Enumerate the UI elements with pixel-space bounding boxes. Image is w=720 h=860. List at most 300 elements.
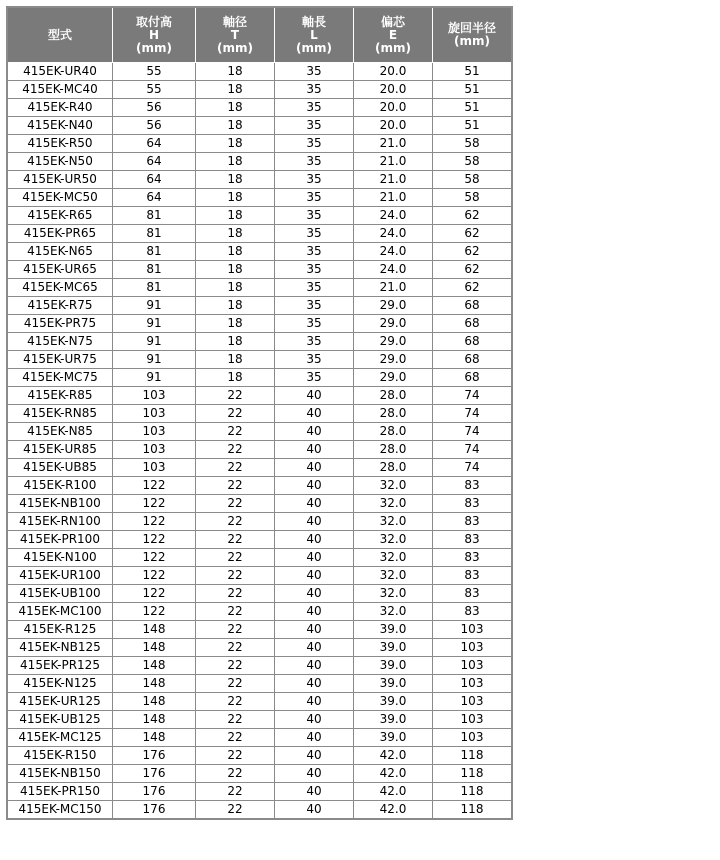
turning-radius-cell: 74 <box>433 423 513 441</box>
model-cell: 415EK-UR85 <box>7 441 113 459</box>
turning-radius-cell: 51 <box>433 63 513 81</box>
header-line: 偏芯 <box>380 14 405 29</box>
shaft-diameter-cell: 18 <box>196 171 275 189</box>
shaft-diameter-cell: 18 <box>196 369 275 387</box>
eccentricity-cell: 39.0 <box>354 675 433 693</box>
shaft-diameter-cell: 22 <box>196 621 275 639</box>
model-cell: 415EK-MC125 <box>7 729 113 747</box>
table-row <box>7 297 512 315</box>
model-cell: 415EK-MC75 <box>7 369 113 387</box>
table-row <box>7 423 512 441</box>
shaft-diameter-cell: 18 <box>196 207 275 225</box>
model-cell: 415EK-MC65 <box>7 279 113 297</box>
model-cell: 415EK-UR50 <box>7 171 113 189</box>
turning-radius-cell: 103 <box>433 621 513 639</box>
shaft-diameter-cell: 22 <box>196 675 275 693</box>
turning-radius-cell: 118 <box>433 783 513 801</box>
model-cell: 415EK-UR65 <box>7 261 113 279</box>
model-cell: 415EK-MC100 <box>7 603 113 621</box>
eccentricity-cell: 32.0 <box>354 549 433 567</box>
eccentricity-cell: 32.0 <box>354 603 433 621</box>
shaft-length-cell: 40 <box>275 387 354 405</box>
model-cell: 415EK-UB85 <box>7 459 113 477</box>
table-row <box>7 675 512 693</box>
shaft-length-cell: 35 <box>275 333 354 351</box>
shaft-length-cell: 40 <box>275 603 354 621</box>
mount-height-cell: 176 <box>113 783 196 801</box>
mount-height-cell: 64 <box>113 189 196 207</box>
model-cell: 415EK-N125 <box>7 675 113 693</box>
shaft-length-cell: 35 <box>275 81 354 99</box>
shaft-length-cell: 35 <box>275 207 354 225</box>
table-row <box>7 513 512 531</box>
model-cell: 415EK-R85 <box>7 387 113 405</box>
shaft-length-cell: 35 <box>275 315 354 333</box>
eccentricity-cell: 32.0 <box>354 495 433 513</box>
turning-radius-cell: 83 <box>433 567 513 585</box>
table-row <box>7 531 512 549</box>
model-cell: 415EK-UB125 <box>7 711 113 729</box>
turning-radius-cell: 68 <box>433 315 513 333</box>
shaft-diameter-header <box>196 7 275 63</box>
eccentricity-cell: 29.0 <box>354 351 433 369</box>
table-row <box>7 657 512 675</box>
table-row <box>7 495 512 513</box>
mount-height-cell: 91 <box>113 333 196 351</box>
table-row <box>7 153 512 171</box>
model-header <box>7 7 113 63</box>
eccentricity-cell: 21.0 <box>354 153 433 171</box>
eccentricity-cell: 29.0 <box>354 297 433 315</box>
shaft-length-cell: 40 <box>275 405 354 423</box>
eccentricity-cell: 21.0 <box>354 279 433 297</box>
eccentricity-cell: 21.0 <box>354 189 433 207</box>
shaft-diameter-cell: 18 <box>196 99 275 117</box>
mount-height-cell: 122 <box>113 477 196 495</box>
mount-height-cell: 122 <box>113 567 196 585</box>
table-row <box>7 693 512 711</box>
model-cell: 415EK-N75 <box>7 333 113 351</box>
mount-height-cell: 91 <box>113 369 196 387</box>
model-cell: 415EK-R100 <box>7 477 113 495</box>
model-cell: 415EK-N100 <box>7 549 113 567</box>
mount-height-cell: 148 <box>113 693 196 711</box>
eccentricity-cell: 28.0 <box>354 423 433 441</box>
shaft-length-cell: 40 <box>275 477 354 495</box>
turning-radius-cell: 68 <box>433 333 513 351</box>
table-row <box>7 387 512 405</box>
shaft-length-cell: 35 <box>275 135 354 153</box>
mount-height-cell: 176 <box>113 801 196 820</box>
mount-height-cell: 176 <box>113 747 196 765</box>
header-line: T <box>230 27 240 42</box>
turning-radius-cell: 103 <box>433 729 513 747</box>
mount-height-cell: 103 <box>113 405 196 423</box>
shaft-length-cell: 40 <box>275 693 354 711</box>
turning-radius-cell: 58 <box>433 135 513 153</box>
eccentricity-cell: 32.0 <box>354 585 433 603</box>
eccentricity-cell: 29.0 <box>354 315 433 333</box>
model-cell: 415EK-MC40 <box>7 81 113 99</box>
turning-radius-header <box>433 7 513 63</box>
table-row <box>7 567 512 585</box>
table-row <box>7 711 512 729</box>
mount-height-cell: 103 <box>113 423 196 441</box>
shaft-diameter-cell: 18 <box>196 63 275 81</box>
table-row <box>7 783 512 801</box>
turning-radius-cell: 74 <box>433 405 513 423</box>
mount-height-cell: 122 <box>113 495 196 513</box>
model-cell: 415EK-UR40 <box>7 63 113 81</box>
turning-radius-cell: 74 <box>433 441 513 459</box>
mount-height-cell: 148 <box>113 729 196 747</box>
table-row <box>7 639 512 657</box>
shaft-diameter-cell: 22 <box>196 441 275 459</box>
eccentricity-cell: 28.0 <box>354 405 433 423</box>
mount-height-cell: 148 <box>113 711 196 729</box>
shaft-length-cell: 40 <box>275 675 354 693</box>
model-cell: 415EK-NB125 <box>7 639 113 657</box>
shaft-diameter-cell: 18 <box>196 297 275 315</box>
shaft-length-cell: 35 <box>275 297 354 315</box>
shaft-diameter-cell: 22 <box>196 585 275 603</box>
turning-radius-cell: 103 <box>433 693 513 711</box>
shaft-diameter-cell: 18 <box>196 135 275 153</box>
model-cell: 415EK-NB150 <box>7 765 113 783</box>
shaft-length-cell: 35 <box>275 189 354 207</box>
turning-radius-cell: 83 <box>433 531 513 549</box>
turning-radius-cell: 68 <box>433 297 513 315</box>
shaft-diameter-cell: 22 <box>196 657 275 675</box>
shaft-length-cell: 40 <box>275 621 354 639</box>
eccentricity-cell: 42.0 <box>354 801 433 820</box>
model-cell: 415EK-R125 <box>7 621 113 639</box>
mount-height-cell: 91 <box>113 297 196 315</box>
mount-height-cell: 56 <box>113 117 196 135</box>
mount-height-cell: 103 <box>113 459 196 477</box>
shaft-length-cell: 40 <box>275 783 354 801</box>
mount-height-cell: 55 <box>113 81 196 99</box>
turning-radius-cell: 118 <box>433 801 513 820</box>
model-cell: 415EK-UR100 <box>7 567 113 585</box>
shaft-length-cell: 40 <box>275 657 354 675</box>
turning-radius-cell: 51 <box>433 81 513 99</box>
mount-height-cell: 103 <box>113 387 196 405</box>
model-cell: 415EK-MC150 <box>7 801 113 820</box>
turning-radius-cell: 83 <box>433 477 513 495</box>
shaft-length-cell: 40 <box>275 801 354 820</box>
model-cell: 415EK-R150 <box>7 747 113 765</box>
eccentricity-cell: 29.0 <box>354 369 433 387</box>
eccentricity-cell: 42.0 <box>354 765 433 783</box>
mount-height-cell: 148 <box>113 657 196 675</box>
mount-height-cell: 81 <box>113 261 196 279</box>
table-row <box>7 243 512 261</box>
eccentricity-cell: 32.0 <box>354 531 433 549</box>
mount-height-cell: 103 <box>113 441 196 459</box>
shaft-diameter-cell: 18 <box>196 225 275 243</box>
table-row <box>7 81 512 99</box>
mount-height-cell: 122 <box>113 603 196 621</box>
shaft-length-cell: 40 <box>275 441 354 459</box>
shaft-length-cell: 40 <box>275 639 354 657</box>
mount-height-cell: 81 <box>113 243 196 261</box>
header-row <box>7 7 512 63</box>
eccentricity-cell: 24.0 <box>354 243 433 261</box>
turning-radius-cell: 62 <box>433 279 513 297</box>
header-line: 旋回半径 <box>447 21 496 35</box>
turning-radius-cell: 62 <box>433 225 513 243</box>
table-row <box>7 117 512 135</box>
header-line: (mm) <box>375 40 411 55</box>
turning-radius-cell: 62 <box>433 207 513 225</box>
turning-radius-cell: 83 <box>433 513 513 531</box>
model-cell: 415EK-RN85 <box>7 405 113 423</box>
table-row <box>7 585 512 603</box>
table-row <box>7 207 512 225</box>
shaft-length-cell: 40 <box>275 531 354 549</box>
eccentricity-cell: 39.0 <box>354 621 433 639</box>
table-row <box>7 441 512 459</box>
eccentricity-cell: 32.0 <box>354 477 433 495</box>
model-cell: 415EK-PR65 <box>7 225 113 243</box>
shaft-diameter-cell: 18 <box>196 279 275 297</box>
shaft-diameter-cell: 22 <box>196 729 275 747</box>
turning-radius-cell: 58 <box>433 171 513 189</box>
turning-radius-cell: 103 <box>433 675 513 693</box>
mount-height-cell: 176 <box>113 765 196 783</box>
shaft-length-cell: 40 <box>275 423 354 441</box>
eccentricity-cell: 29.0 <box>354 333 433 351</box>
shaft-diameter-cell: 18 <box>196 333 275 351</box>
mount-height-cell: 122 <box>113 585 196 603</box>
eccentricity-cell: 20.0 <box>354 99 433 117</box>
mount-height-cell: 56 <box>113 99 196 117</box>
table-row <box>7 405 512 423</box>
model-cell: 415EK-N85 <box>7 423 113 441</box>
shaft-length-cell: 35 <box>275 99 354 117</box>
turning-radius-cell: 83 <box>433 495 513 513</box>
shaft-diameter-cell: 18 <box>196 153 275 171</box>
table-row <box>7 225 512 243</box>
table-body <box>7 63 512 820</box>
shaft-diameter-cell: 22 <box>196 693 275 711</box>
shaft-diameter-cell: 22 <box>196 459 275 477</box>
eccentricity-header <box>354 7 433 63</box>
table-row <box>7 459 512 477</box>
table-row <box>7 63 512 81</box>
shaft-length-cell: 35 <box>275 63 354 81</box>
shaft-diameter-cell: 22 <box>196 711 275 729</box>
shaft-diameter-cell: 22 <box>196 477 275 495</box>
shaft-length-cell: 35 <box>275 279 354 297</box>
turning-radius-cell: 118 <box>433 765 513 783</box>
turning-radius-cell: 83 <box>433 603 513 621</box>
mount-height-cell: 148 <box>113 675 196 693</box>
model-cell: 415EK-PR75 <box>7 315 113 333</box>
eccentricity-cell: 24.0 <box>354 207 433 225</box>
shaft-length-cell: 35 <box>275 369 354 387</box>
shaft-diameter-cell: 18 <box>196 189 275 207</box>
spec-table <box>6 6 513 820</box>
shaft-diameter-cell: 18 <box>196 117 275 135</box>
shaft-diameter-cell: 18 <box>196 261 275 279</box>
table-row <box>7 171 512 189</box>
shaft-diameter-cell: 22 <box>196 531 275 549</box>
turning-radius-cell: 83 <box>433 585 513 603</box>
table-row <box>7 549 512 567</box>
shaft-length-cell: 40 <box>275 585 354 603</box>
model-cell: 415EK-UR75 <box>7 351 113 369</box>
shaft-length-cell: 35 <box>275 351 354 369</box>
mount-height-cell: 81 <box>113 225 196 243</box>
table-row <box>7 765 512 783</box>
mount-height-cell: 148 <box>113 639 196 657</box>
model-cell: 415EK-RN100 <box>7 513 113 531</box>
header-line: (mm) <box>217 40 253 55</box>
shaft-diameter-cell: 22 <box>196 405 275 423</box>
mount-height-cell: 64 <box>113 171 196 189</box>
mount-height-cell: 81 <box>113 207 196 225</box>
turning-radius-cell: 51 <box>433 117 513 135</box>
table-row <box>7 189 512 207</box>
eccentricity-cell: 39.0 <box>354 639 433 657</box>
model-cell: 415EK-UB100 <box>7 585 113 603</box>
shaft-diameter-cell: 22 <box>196 603 275 621</box>
shaft-diameter-cell: 22 <box>196 783 275 801</box>
turning-radius-cell: 68 <box>433 351 513 369</box>
model-cell: 415EK-N50 <box>7 153 113 171</box>
mount-height-cell: 91 <box>113 351 196 369</box>
table-row <box>7 603 512 621</box>
shaft-length-cell: 35 <box>275 117 354 135</box>
turning-radius-cell: 58 <box>433 189 513 207</box>
model-cell: 415EK-R40 <box>7 99 113 117</box>
turning-radius-cell: 74 <box>433 387 513 405</box>
table-row <box>7 729 512 747</box>
turning-radius-cell: 103 <box>433 657 513 675</box>
eccentricity-cell: 42.0 <box>354 783 433 801</box>
eccentricity-cell: 39.0 <box>354 657 433 675</box>
shaft-diameter-cell: 22 <box>196 513 275 531</box>
model-cell: 415EK-PR100 <box>7 531 113 549</box>
mount-height-cell: 148 <box>113 621 196 639</box>
shaft-length-cell: 35 <box>275 225 354 243</box>
model-cell: 415EK-R75 <box>7 297 113 315</box>
header-line: 軸長 <box>301 14 326 29</box>
model-cell: 415EK-R65 <box>7 207 113 225</box>
header-line: (mm) <box>296 40 332 55</box>
shaft-length-cell: 40 <box>275 765 354 783</box>
turning-radius-cell: 74 <box>433 459 513 477</box>
eccentricity-cell: 32.0 <box>354 513 433 531</box>
shaft-diameter-cell: 22 <box>196 801 275 820</box>
table-row <box>7 315 512 333</box>
shaft-diameter-cell: 22 <box>196 423 275 441</box>
turning-radius-cell: 118 <box>433 747 513 765</box>
table-row <box>7 333 512 351</box>
shaft-length-cell: 40 <box>275 567 354 585</box>
turning-radius-cell: 83 <box>433 549 513 567</box>
shaft-length-cell: 35 <box>275 153 354 171</box>
header-line: (mm) <box>136 40 172 55</box>
model-cell: 415EK-PR150 <box>7 783 113 801</box>
table-row <box>7 351 512 369</box>
turning-radius-cell: 51 <box>433 99 513 117</box>
model-cell: 415EK-R50 <box>7 135 113 153</box>
mount-height-cell: 122 <box>113 531 196 549</box>
eccentricity-cell: 42.0 <box>354 747 433 765</box>
shaft-diameter-cell: 22 <box>196 639 275 657</box>
eccentricity-cell: 20.0 <box>354 81 433 99</box>
header-line: L <box>310 27 318 42</box>
eccentricity-cell: 32.0 <box>354 567 433 585</box>
shaft-diameter-cell: 22 <box>196 747 275 765</box>
shaft-diameter-cell: 22 <box>196 765 275 783</box>
table-row <box>7 261 512 279</box>
mount-height-cell: 122 <box>113 513 196 531</box>
eccentricity-cell: 39.0 <box>354 693 433 711</box>
eccentricity-cell: 39.0 <box>354 711 433 729</box>
shaft-diameter-cell: 22 <box>196 387 275 405</box>
shaft-length-cell: 35 <box>275 171 354 189</box>
shaft-length-cell: 35 <box>275 261 354 279</box>
turning-radius-cell: 68 <box>433 369 513 387</box>
model-cell: 415EK-UR125 <box>7 693 113 711</box>
table-row <box>7 801 512 820</box>
table-header <box>7 7 512 63</box>
shaft-length-cell: 40 <box>275 495 354 513</box>
eccentricity-cell: 28.0 <box>354 459 433 477</box>
turning-radius-cell: 103 <box>433 711 513 729</box>
model-cell: 415EK-NB100 <box>7 495 113 513</box>
table-row <box>7 279 512 297</box>
shaft-length-cell: 40 <box>275 459 354 477</box>
turning-radius-cell: 58 <box>433 153 513 171</box>
shaft-length-cell: 40 <box>275 711 354 729</box>
model-cell: 415EK-N40 <box>7 117 113 135</box>
model-cell: 415EK-N65 <box>7 243 113 261</box>
header-line: 軸径 <box>222 14 247 29</box>
shaft-diameter-cell: 22 <box>196 495 275 513</box>
turning-radius-cell: 62 <box>433 243 513 261</box>
eccentricity-cell: 20.0 <box>354 63 433 81</box>
mount-height-cell: 91 <box>113 315 196 333</box>
shaft-length-cell: 40 <box>275 513 354 531</box>
eccentricity-cell: 28.0 <box>354 387 433 405</box>
table-row <box>7 477 512 495</box>
header-line: H <box>148 27 160 42</box>
turning-radius-cell: 103 <box>433 639 513 657</box>
shaft-diameter-cell: 18 <box>196 81 275 99</box>
mount-height-header <box>113 7 196 63</box>
shaft-diameter-cell: 18 <box>196 243 275 261</box>
eccentricity-cell: 21.0 <box>354 135 433 153</box>
shaft-diameter-cell: 18 <box>196 351 275 369</box>
shaft-length-header <box>275 7 354 63</box>
eccentricity-cell: 24.0 <box>354 225 433 243</box>
shaft-length-cell: 40 <box>275 729 354 747</box>
shaft-length-cell: 40 <box>275 549 354 567</box>
shaft-length-cell: 40 <box>275 747 354 765</box>
header-line: E <box>388 27 398 42</box>
header-line: (mm) <box>454 34 490 48</box>
eccentricity-cell: 39.0 <box>354 729 433 747</box>
eccentricity-cell: 28.0 <box>354 441 433 459</box>
shaft-diameter-cell: 18 <box>196 315 275 333</box>
table-row <box>7 135 512 153</box>
shaft-length-cell: 35 <box>275 243 354 261</box>
